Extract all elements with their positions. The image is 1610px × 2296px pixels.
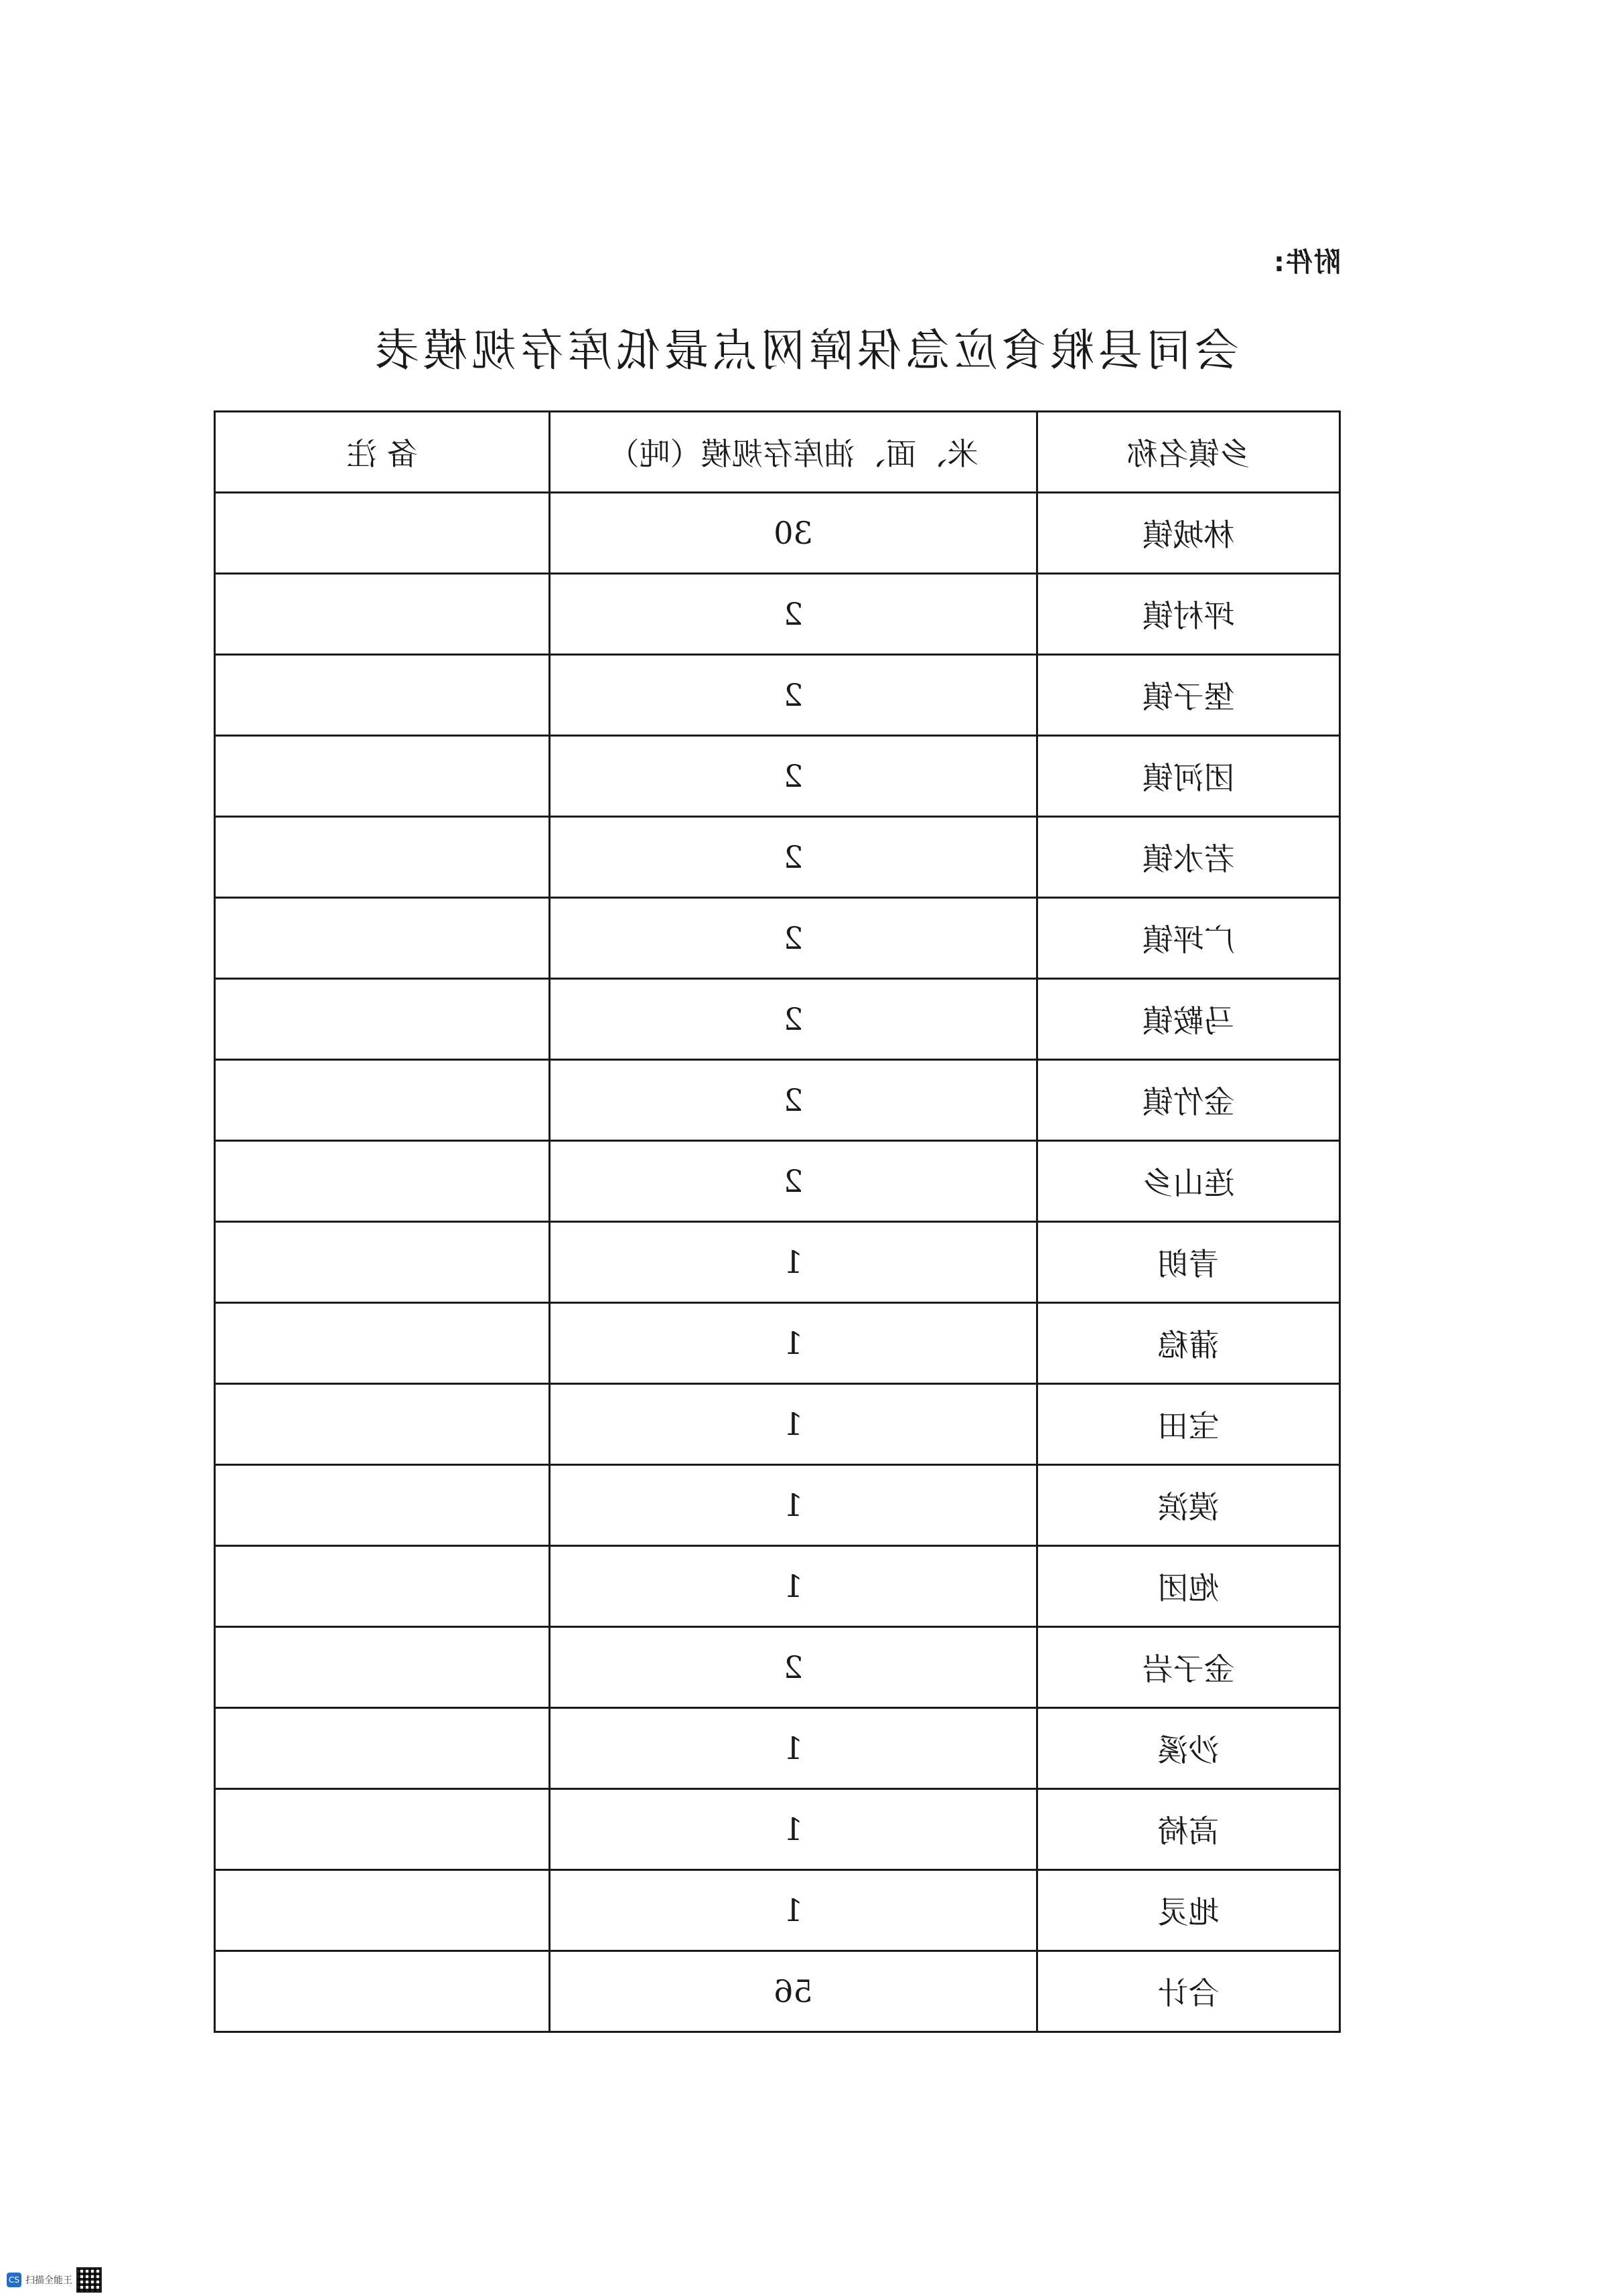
cell-note: [215, 1870, 550, 1951]
cell-quantity: 2: [550, 898, 1037, 979]
cell-town-name: 连山乡: [1037, 1141, 1340, 1222]
table-row: [215, 1303, 1340, 1384]
table-row: [215, 898, 1340, 979]
cell-note: [215, 898, 550, 979]
table-row: [215, 1384, 1340, 1465]
table-header-row: [215, 412, 1340, 493]
table-row: [215, 736, 1340, 817]
cell-note: [215, 1627, 550, 1708]
cell-note: [215, 493, 550, 574]
cell-town-name: 沙溪: [1037, 1708, 1340, 1789]
cell-quantity: 2: [550, 817, 1037, 898]
cell-town-name: 漠滨: [1037, 1465, 1340, 1546]
table-row: [215, 1141, 1340, 1222]
cell-town-name: 炮团: [1037, 1546, 1340, 1627]
cell-town-name: 林城镇: [1037, 493, 1340, 574]
cell-note: [215, 817, 550, 898]
cell-town-name: 青朗: [1037, 1222, 1340, 1303]
cell-quantity: 2: [550, 736, 1037, 817]
table-row: [215, 1465, 1340, 1546]
cell-note: [215, 1789, 550, 1870]
cell-quantity: 1: [550, 1303, 1037, 1384]
scanner-logo-icon: CS: [7, 2273, 21, 2287]
table-row: [215, 1789, 1340, 1870]
cell-note: [215, 655, 550, 736]
table-row: [215, 817, 1340, 898]
table-row: [215, 493, 1340, 574]
column-header-quantity: 米、面、油库存规模（吨）: [550, 412, 1037, 493]
table-row: [215, 1222, 1340, 1303]
cell-quantity: 2: [550, 655, 1037, 736]
page-title: 会同县粮食应急保障网点最低库存规模表: [371, 325, 1239, 376]
cell-quantity: 1: [550, 1546, 1037, 1627]
scanner-watermark: [7, 2267, 102, 2293]
table-row: [215, 979, 1340, 1060]
cell-town-name: 高椅: [1037, 1789, 1340, 1870]
cell-town-name: 坪村镇: [1037, 574, 1340, 655]
cell-town-name: 地灵: [1037, 1870, 1340, 1951]
qr-code-icon: [76, 2267, 102, 2293]
cell-note: [215, 1141, 550, 1222]
column-header-name: 乡镇名称: [1037, 412, 1340, 493]
attachment-label: 附件:: [1272, 247, 1341, 278]
cell-note: [215, 574, 550, 655]
cell-note: [215, 1951, 550, 2032]
cell-town-name: 广坪镇: [1037, 898, 1340, 979]
table-body: [215, 493, 1340, 2032]
cell-quantity: 30: [550, 493, 1037, 574]
cell-note: [215, 1384, 550, 1465]
cell-town-name: 金竹镇: [1037, 1060, 1340, 1141]
cell-town-name: 宝田: [1037, 1384, 1340, 1465]
scanner-name: 扫描全能王: [25, 2275, 72, 2286]
cell-note: [215, 979, 550, 1060]
table-row: [215, 655, 1340, 736]
cell-note: [215, 1708, 550, 1789]
table-row: [215, 1870, 1340, 1951]
cell-town-name: 团河镇: [1037, 736, 1340, 817]
column-header-note: 备 注: [215, 412, 550, 493]
table-row: [215, 1708, 1340, 1789]
cell-town-name: 金子岩: [1037, 1627, 1340, 1708]
cell-quantity: 1: [550, 1708, 1037, 1789]
cell-quantity: 2: [550, 1060, 1037, 1141]
cell-town-name: 蒲稳: [1037, 1303, 1340, 1384]
table-row: [215, 1546, 1340, 1627]
cell-quantity: 2: [550, 979, 1037, 1060]
cell-note: [215, 736, 550, 817]
table-row: [215, 1951, 1340, 2032]
cell-note: [215, 1465, 550, 1546]
cell-quantity: 2: [550, 1627, 1037, 1708]
cell-town-name: 合计: [1037, 1951, 1340, 2032]
table-row: [215, 1627, 1340, 1708]
cell-town-name: 若水镇: [1037, 817, 1340, 898]
cell-note: [215, 1060, 550, 1141]
cell-quantity: 56: [550, 1951, 1037, 2032]
cell-quantity: 1: [550, 1384, 1037, 1465]
cell-note: [215, 1303, 550, 1384]
cell-quantity: 2: [550, 1141, 1037, 1222]
cell-quantity: 1: [550, 1465, 1037, 1546]
cell-quantity: 1: [550, 1222, 1037, 1303]
cell-quantity: 2: [550, 574, 1037, 655]
cell-note: [215, 1546, 550, 1627]
table-row: [215, 574, 1340, 655]
cell-note: [215, 1222, 550, 1303]
cell-quantity: 1: [550, 1870, 1037, 1951]
cell-town-name: 马鞍镇: [1037, 979, 1340, 1060]
grain-reserve-table: [214, 410, 1341, 2033]
cell-quantity: 1: [550, 1789, 1037, 1870]
cell-town-name: 堡子镇: [1037, 655, 1340, 736]
table-row: [215, 1060, 1340, 1141]
